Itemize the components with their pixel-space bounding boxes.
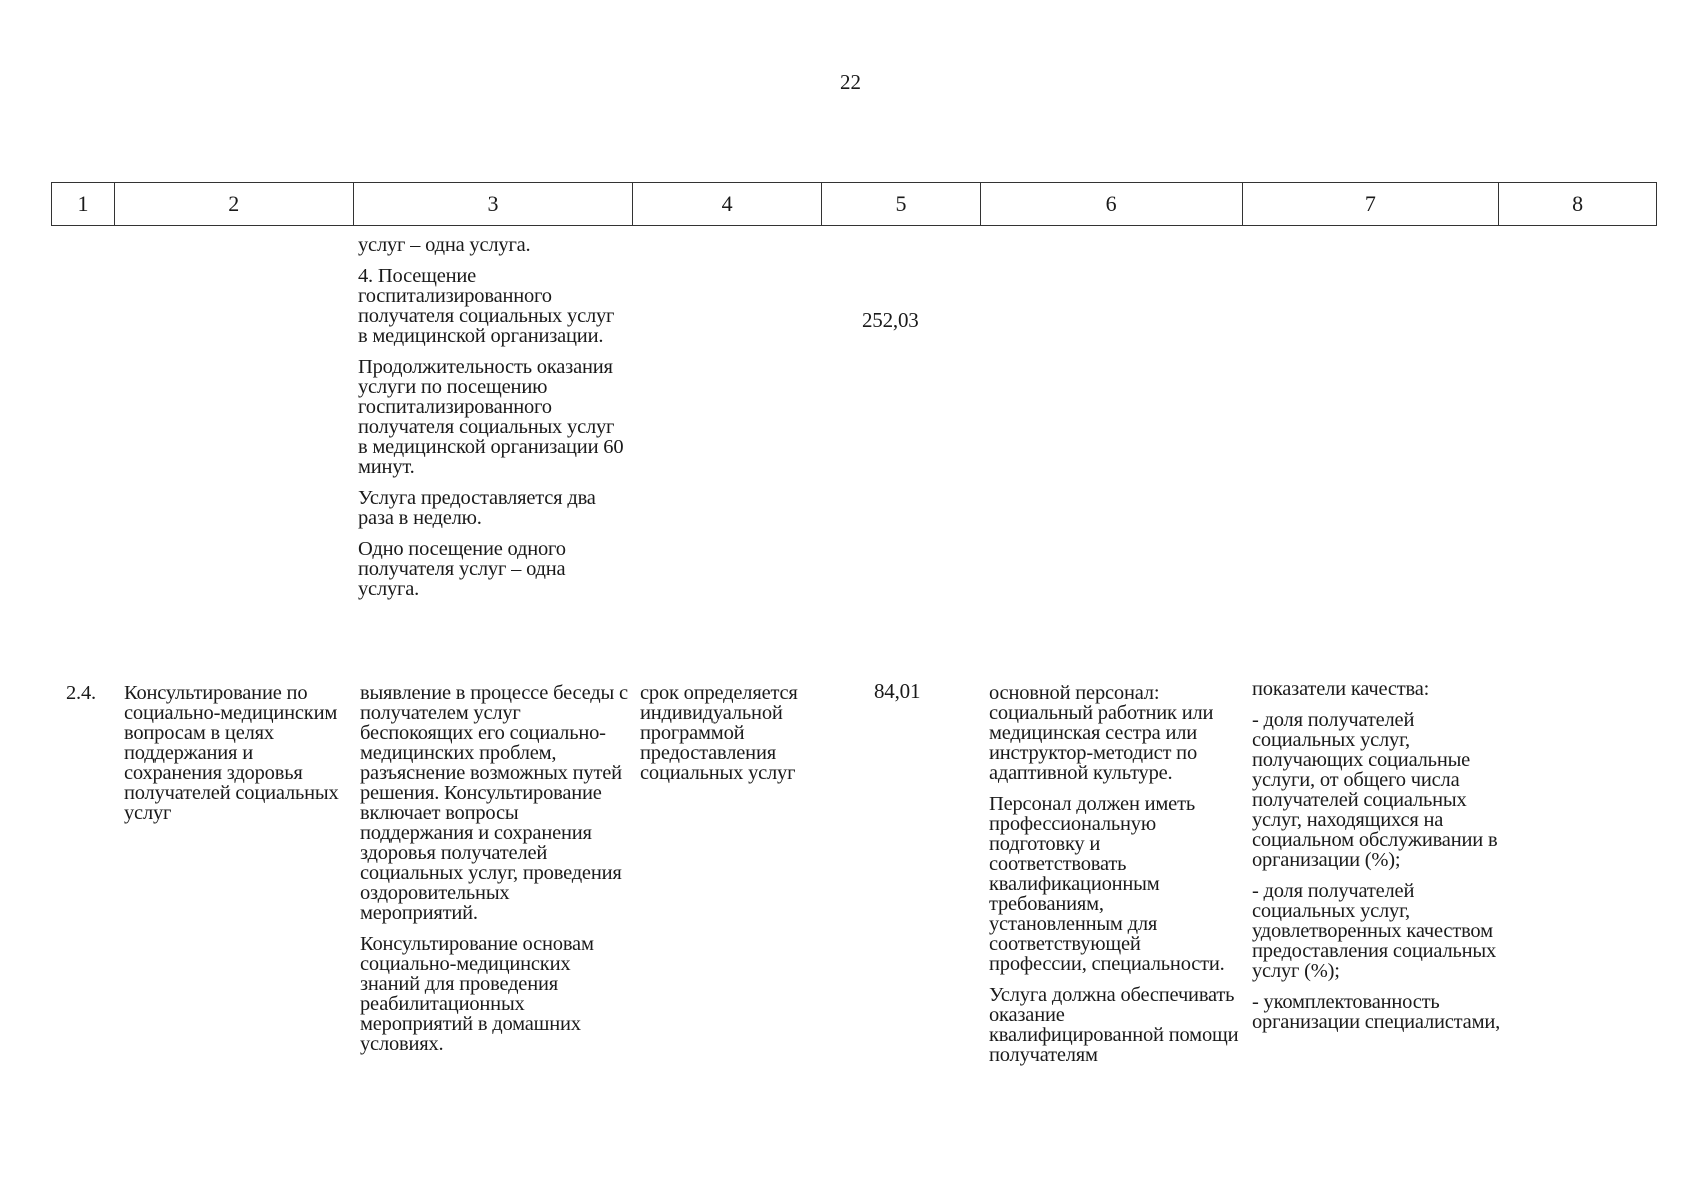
continuation-col-3 — [358, 235, 628, 599]
table-header-row — [51, 182, 1657, 226]
continuation-paragraph: услуг – одна услуга. — [358, 234, 531, 256]
header-col-6: 6 — [981, 183, 1243, 225]
continuation-paragraph: Продолжительность оказания услуги по посещению госпитализированного получателя социальных услуг в медицинской организации 60 минут. — [358, 356, 624, 478]
header-col-3: 3 — [354, 183, 634, 225]
staff-paragraph: основной персонал: социальный работник или медицинская сестра или инструктор-методист по адаптивной культуре. — [989, 682, 1214, 784]
continuation-paragraph: 4. Посещение госпитализированного получателя социальных услуг в медицинской организации. — [358, 265, 615, 347]
quality-paragraph: - доля получателей социальных услуг, удовлетворенных качеством предоставления социальных услуг (%); — [1252, 880, 1497, 982]
header-col-1: 1 — [52, 183, 115, 225]
staff-paragraph: Персонал должен иметь профессиональную подготовку и соответствовать квалификационным требованиям, установленным для соответствующей профессии, специальности. — [989, 793, 1225, 975]
continuation-price: 252,03 — [862, 308, 919, 332]
header-col-8: 8 — [1572, 191, 1584, 216]
continuation-paragraph: Одно посещение одного получателя услуг – одна услуга. — [358, 538, 566, 600]
quality-paragraph: показатели качества: — [1252, 678, 1430, 700]
header-col-7: 7 — [1243, 183, 1500, 225]
header-col-5: 5 — [822, 183, 981, 225]
staff-paragraph: Услуга должна обеспечивать оказание квалифицированной помощи получателям — [989, 984, 1239, 1066]
page-number: 22 — [840, 70, 861, 94]
description-paragraph: Консультирование основам социально-медицинских знаний для проведения реабилитационных мероприятий в домашних условиях. — [360, 933, 594, 1055]
staff-requirements — [989, 683, 1239, 1065]
description-paragraph: выявление в процессе беседы с получателем услуг беспокоящих его социально-медицинских проблем, разъяснение возможных путей решения. Консультирование включает вопросы поддержания и сохранения здоровья получателей социальных услуг, проведения оздоровительных мероприятий. — [360, 682, 628, 924]
row-number: 2.4. — [66, 682, 96, 704]
quality-paragraph: - доля получателей социальных услуг, получающих социальные услуги, от общего числа получателей социальных услуг, находящихся на социальном обслуживании в организации (%); — [1252, 709, 1498, 871]
quality-indicators — [1252, 679, 1502, 1032]
service-price: 84,01 — [874, 679, 921, 703]
header-col-4: 4 — [633, 183, 822, 225]
service-term: срок определяется индивидуальной программой предоставления социальных услуг — [640, 682, 798, 784]
header-col-2: 2 — [115, 183, 354, 225]
service-description — [360, 683, 632, 1054]
continuation-paragraph: Услуга предоставляется два раза в неделю. — [358, 487, 596, 529]
quality-paragraph: - укомплектованность организации специалистами, — [1252, 991, 1501, 1033]
service-name: Консультирование по социально-медицинским вопросам в целях поддержания и сохранения здоровья получателей социальных услуг — [124, 682, 339, 824]
